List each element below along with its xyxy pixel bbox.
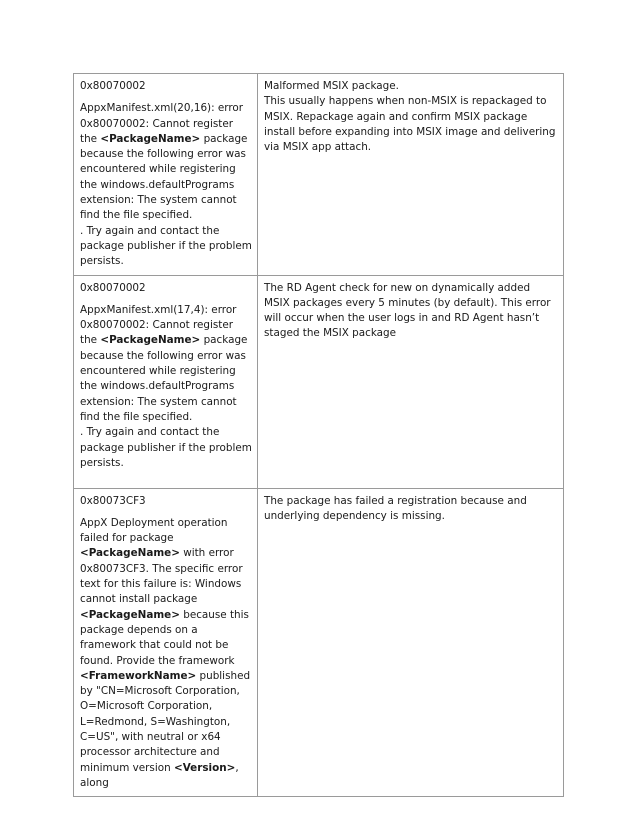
error-description: The package has failed a registration because and underlying dependency is missing.	[264, 494, 527, 522]
placeholder-token: <Version>	[173, 761, 236, 774]
message-text: package because the following error was encountered while registering the windows.defaultPrograms extension: The system cannot find the file specified.	[80, 132, 248, 222]
message-text: AppxManifest.xml(17,4): error 0x80070002: Cannot register the	[80, 303, 237, 347]
placeholder-token: <PackageName>	[80, 547, 180, 560]
error-description: Malformed MSIX package. This usually happens when non-MSIX is repackaged to MSIX. Repackage again and confirm MSIX package install before expanding into MSIX image and delivering via MSIX app attach.	[264, 80, 556, 154]
error-code: 0x80070002	[80, 80, 146, 92]
placeholder-token: <PackageName>	[100, 334, 201, 347]
message-text: because this package depends on a framework that could not be found. Provide the framework	[80, 608, 249, 667]
error-code: 0x80070002	[80, 281, 146, 294]
error-code: 0x80073CF3	[80, 494, 146, 507]
table-row	[74, 275, 564, 488]
error-message	[80, 101, 252, 269]
message-text: , along	[80, 761, 239, 789]
message-text: package because the following error was encountered while registering the windows.defaultPrograms extension: The system cannot find the file specified.	[80, 334, 248, 423]
table-row	[74, 74, 564, 276]
placeholder-token: <FrameworkName>	[80, 669, 197, 682]
message-text: with error 0x80073CF3. The specific error text for this failure is: Windows cannot install package	[80, 547, 243, 606]
error-table	[73, 73, 564, 797]
message-text: AppX Deployment operation failed for package	[80, 516, 228, 545]
error-cell	[74, 488, 258, 797]
error-description: The RD Agent check for new on dynamically added MSIX packages every 5 minutes (by default). This error will occur when the user logs in and RD Agent hasn’t staged the MSIX package	[264, 281, 551, 340]
error-cell	[74, 74, 258, 276]
placeholder-token: <PackageName>	[100, 132, 201, 145]
description-cell	[258, 275, 564, 488]
message-text: AppxManifest.xml(20,16): error 0x80070002: Cannot register the	[80, 102, 244, 145]
message-remedy: . Try again and contact the package publisher if the problem persists.	[80, 426, 252, 469]
description-cell	[258, 488, 564, 797]
error-cell	[74, 275, 258, 488]
error-message	[80, 303, 252, 471]
placeholder-token: <PackageName>	[80, 608, 180, 621]
description-cell	[258, 74, 564, 276]
message-text: published by "CN=Microsoft Corporation, O=Microsoft Corporation, L=Redmond, S=Washington, C=US", with neutral or x64 processor architecture and minimum version	[80, 669, 251, 774]
message-remedy: . Try again and contact the package publisher if the problem persists.	[80, 224, 252, 268]
error-message	[80, 516, 252, 791]
table-row	[74, 488, 564, 797]
